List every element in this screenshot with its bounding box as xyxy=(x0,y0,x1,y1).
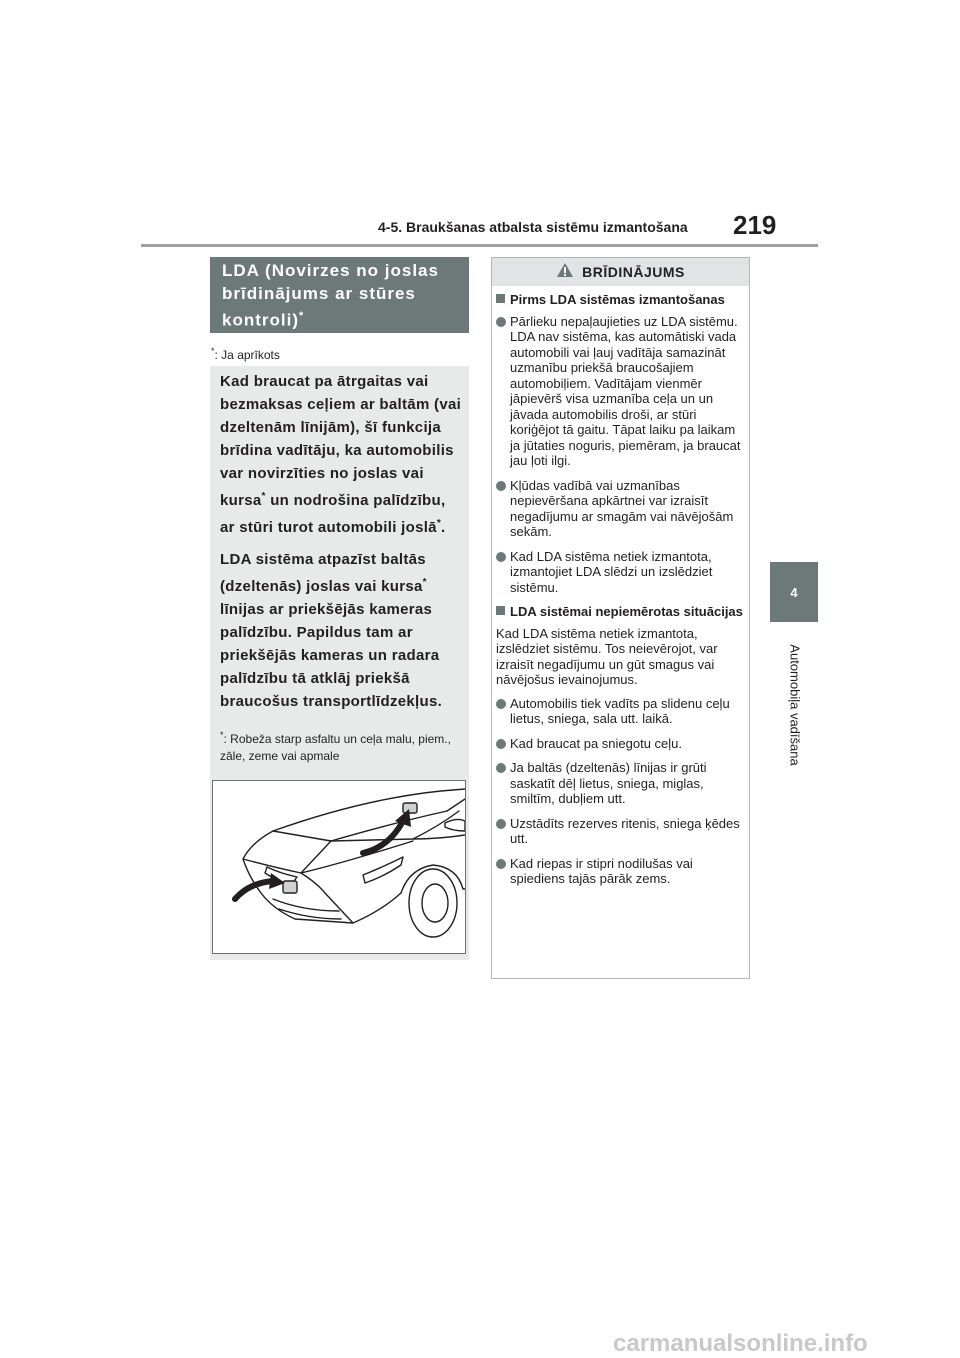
bullet-icon xyxy=(496,819,506,829)
warning-title: BRĪDINĀJUMS xyxy=(582,264,685,280)
bullet-icon xyxy=(496,859,506,869)
warning-heading-1: Pirms LDA sistēmas izmantošanas xyxy=(496,292,744,308)
availability-footnote: *: Ja aprīkots xyxy=(211,346,280,362)
description-paragraph-2: LDA sistēma atpazīst baltās (dzeltenās) joslas vai kursa* līnijas ar priekšējās kameras palīdzību. Papildus tam ar priekšējās kameras un radara palīdzību tā atklāj priekšā braucošus transportlīdzekļus. xyxy=(220,551,443,710)
bullet-icon xyxy=(496,739,506,749)
warning-bullet: Kad riepas ir stipri nodilušas vai spiediens tajās pārāk zems. xyxy=(496,856,744,887)
warning-heading-2: LDA sistēmai nepiemērotas situācijas xyxy=(496,604,744,620)
bullet-icon xyxy=(496,552,506,562)
warning-bullet: Pārlieku nepaļaujieties uz LDA sistēmu. LDA nav sistēma, kas automātiski vada automobili vai ļauj vadītāja samazināt uzmanību priekšā braucošajiem automobiļiem. Vadītājam vienmēr jāpievērš visa uzmanība ceļa un un jāvada automobilis droši, ar stūri koriģējot tā gaitu. Tāpat laiku pa laikam ja jūtaties noguris, piemēram, ja braucat jau ļoti ilgi. xyxy=(496,314,744,469)
description-paragraph-1: Kad braucat pa ātrgaitas vai bezmaksas ceļiem ar baltām (vai dzeltenām līnijām), šī funkcija brīdina vadītāju, ka automobilis var novirzīties no joslas vai kursa* un nodrošina palīdzību, ar stūri turot automobili joslā*. xyxy=(220,373,462,536)
warning-bullet: Uzstādīts rezerves ritenis, sniega ķēdes utt. xyxy=(496,816,744,847)
warning-paragraph: Kad LDA sistēma netiek izmantota, izslēdziet sistēmu. Tos neievērojot, var izraisīt negadījumu un gūt smagus vai nāvējošus ievainojumus. xyxy=(496,625,718,687)
chapter-tab xyxy=(770,562,818,622)
section-title: 4-5. Braukšanas atbalsta sistēmu izmantošana xyxy=(378,219,688,235)
warning-bullet: Kad braucat pa sniegotu ceļu. xyxy=(496,736,744,752)
chapter-label xyxy=(775,630,815,780)
car-camera-illustration xyxy=(212,780,466,954)
bullet-icon xyxy=(496,699,506,709)
warning-body xyxy=(496,292,744,896)
feature-title-box xyxy=(210,257,469,333)
bullet-icon xyxy=(496,317,506,327)
bullet-icon xyxy=(496,763,506,773)
bullet-icon xyxy=(496,481,506,491)
warning-bullet: Automobilis tiek vadīts pa slidenu ceļu lietus, sniega, sala utt. laikā. xyxy=(496,696,744,727)
chapter-number: 4 xyxy=(790,584,798,600)
warning-header xyxy=(492,258,749,286)
description-text xyxy=(220,370,464,713)
header-divider xyxy=(141,244,818,247)
warning-bullet: Ja baltās (dzeltenās) līnijas ir grūti saskatīt dēļ lietus, sniega, miglas, smiltīm, dubļiem utt. xyxy=(496,760,744,807)
car-front-drawing xyxy=(213,781,465,953)
warning-bullet: Kļūdas vadībā vai uzmanības nepievēršana apkārtnei var izraisīt negadījumu ar smagām vai nāvējošām sekām. xyxy=(496,478,744,540)
page-number: 219 xyxy=(733,210,777,240)
chapter-title: Automobiļa vadīšana xyxy=(787,644,803,766)
lane-footnote: *: Robeža starp asfaltu un ceļa malu, piem., zāle, zeme vai apmale xyxy=(220,730,451,763)
warning-bullet: Kad LDA sistēma netiek izmantota, izmantojiet LDA slēdzi un izslēdziet sistēmu. xyxy=(496,549,744,596)
warning-triangle-icon xyxy=(556,262,574,283)
feature-title: LDA (Novirzes no joslas brīdinājums ar stūres kontroli)* xyxy=(222,260,439,330)
watermark[interactable]: carmanualsonline.info xyxy=(613,1330,868,1357)
